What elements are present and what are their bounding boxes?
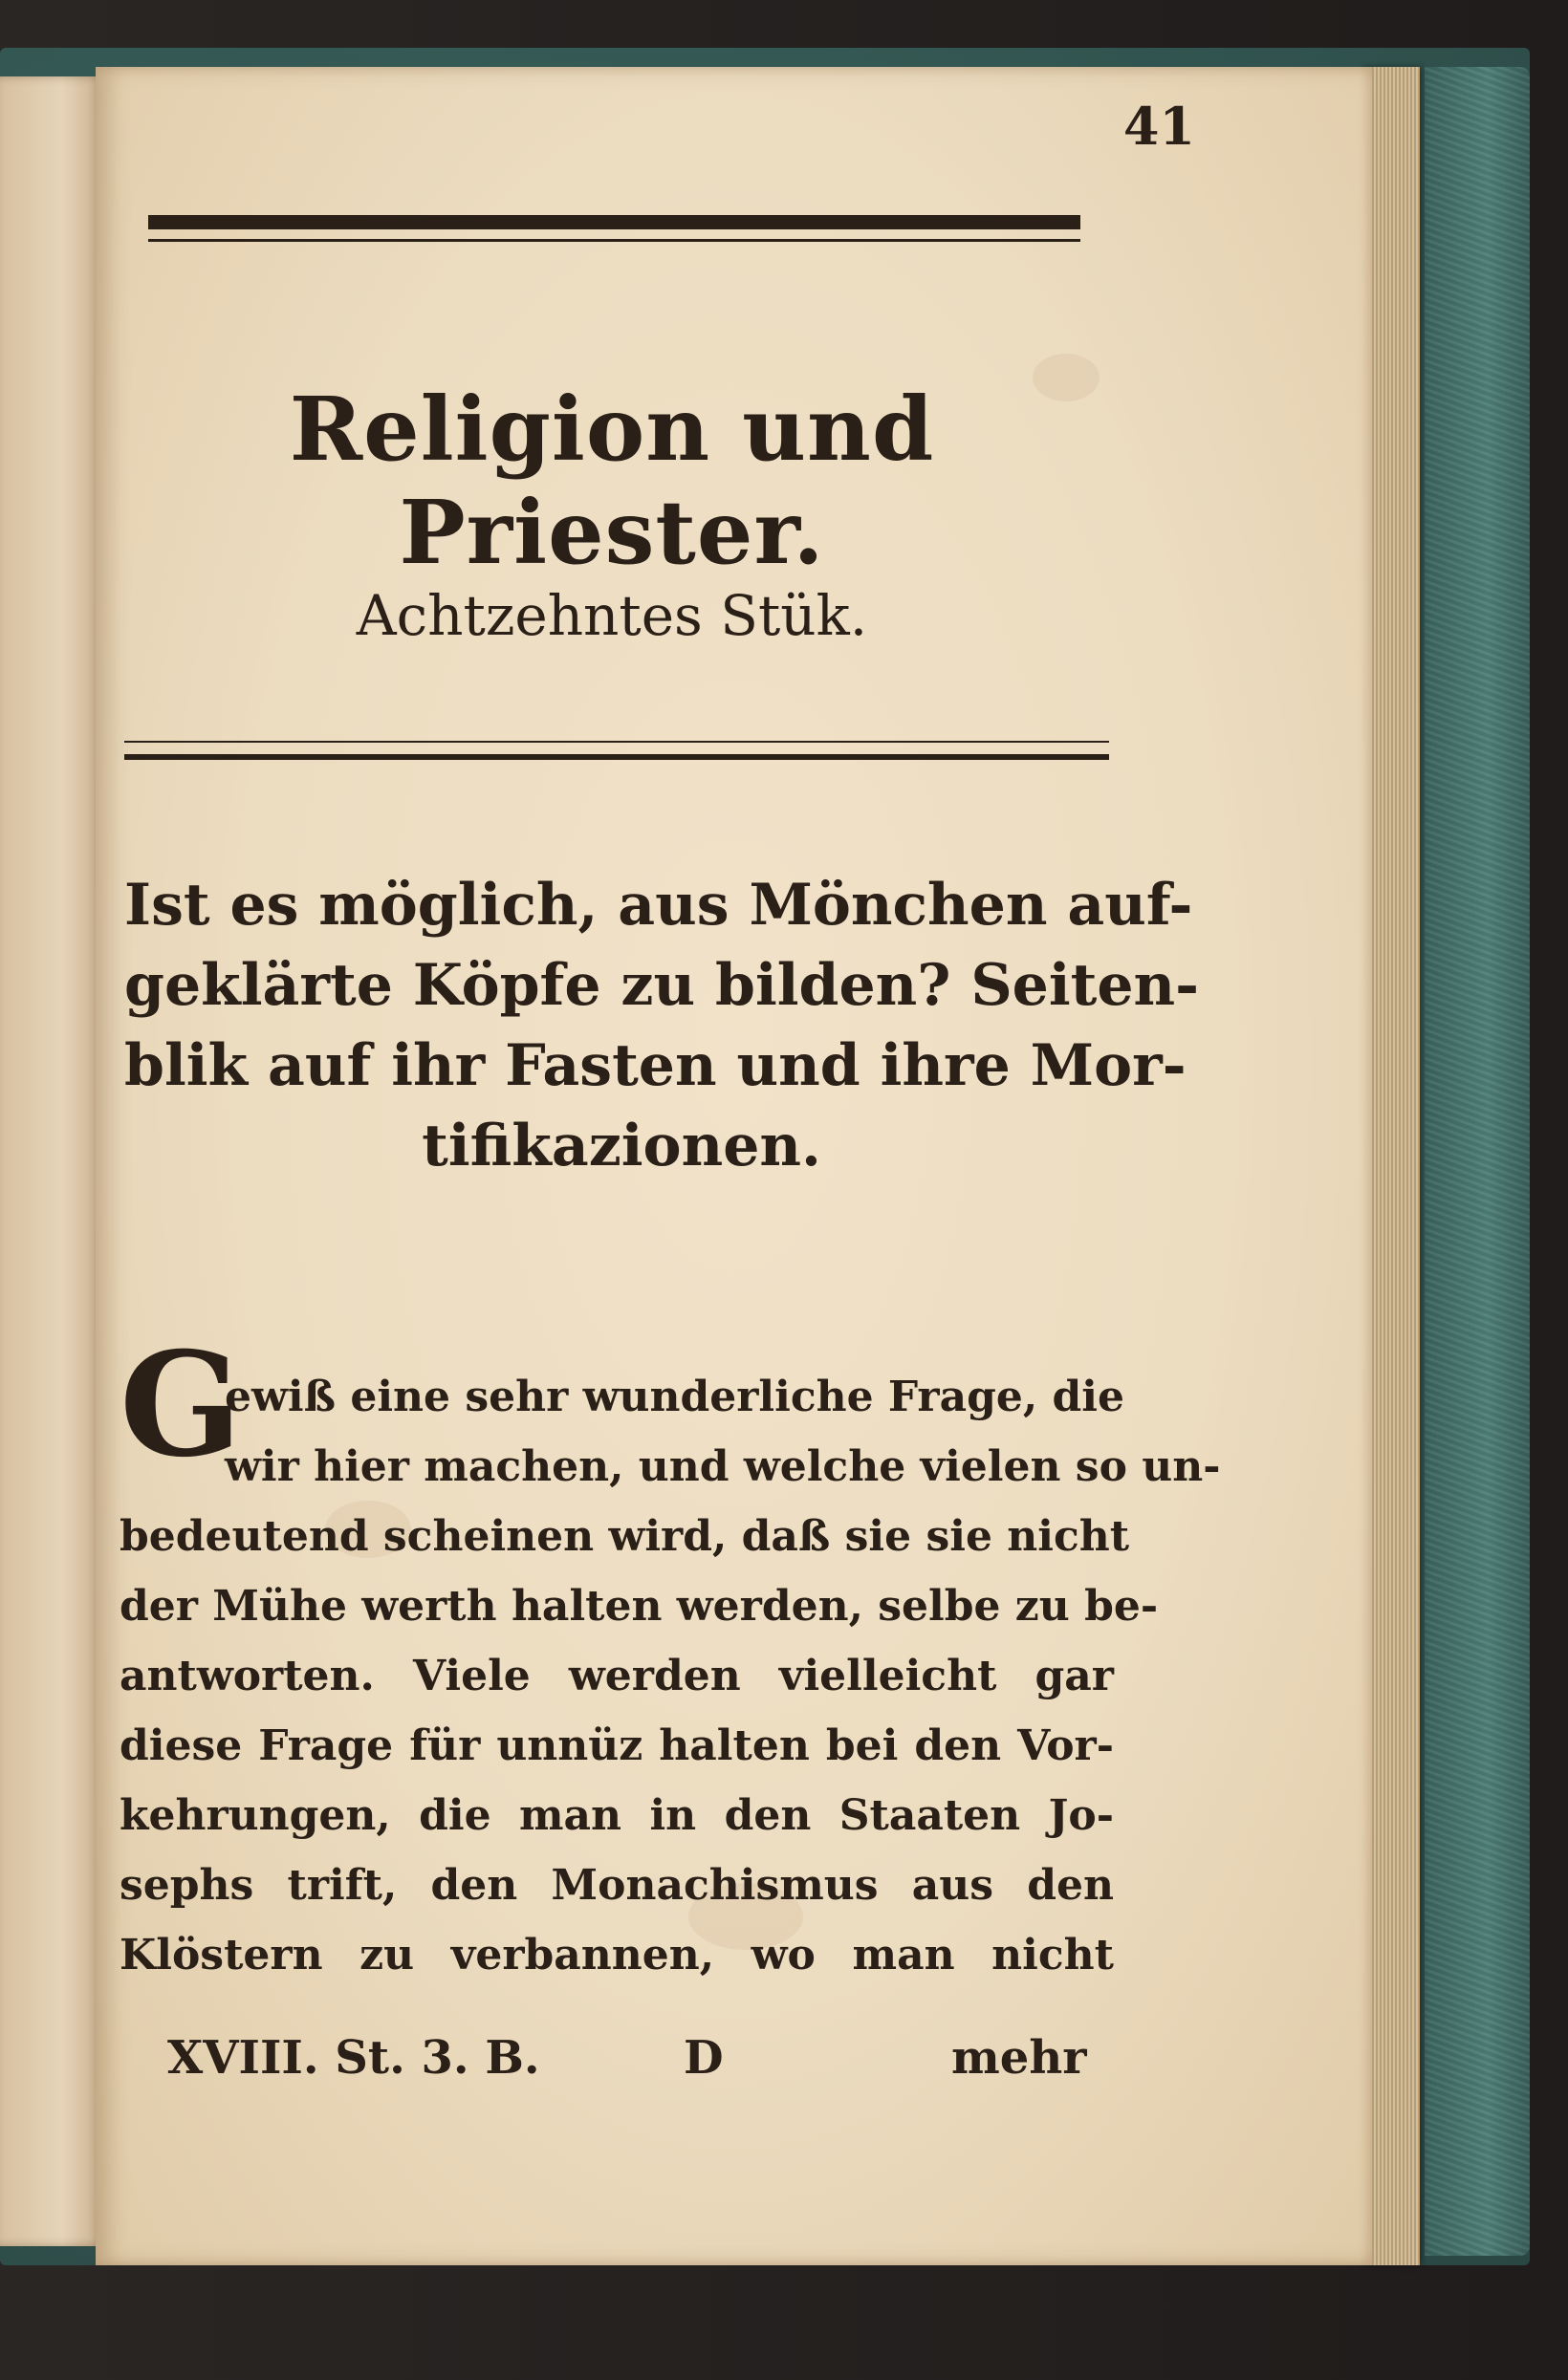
- page-footer: [167, 2031, 1123, 2098]
- body-line: diese Frage für unnüz halten bei den Vor-: [120, 1721, 1114, 1770]
- top-rule-thick: [148, 215, 1080, 229]
- body-line: antworten. Viele werden vielleicht gar: [120, 1652, 1114, 1700]
- body-line: der Mühe werth halten werden, selbe zu be-: [120, 1582, 1159, 1631]
- body-line: sephs trift, den Monachismus aus den: [120, 1861, 1114, 1910]
- middle-rule-thick: [124, 754, 1109, 760]
- drop-cap: G: [120, 1321, 243, 1489]
- body-line: wir hier machen, und welche vielen so un-: [225, 1442, 1221, 1491]
- body-line: Klöstern zu verbannen, wo man nicht: [120, 1931, 1114, 1980]
- page-title: Religion und Priester.: [289, 378, 935, 584]
- body-line: bedeutend scheinen wird, daß sie sie nicht: [120, 1512, 1130, 1561]
- catchword: mehr: [951, 2031, 1087, 2085]
- section-heading: [124, 865, 1200, 1186]
- page-subtitle: Achtzehntes Stük.: [356, 583, 868, 648]
- heading-line: geklärte Köpfe zu bilden? Seiten-: [124, 952, 1200, 1019]
- heading-line: blik auf ihr Fasten und ihre Mor-: [124, 1032, 1187, 1099]
- cover-edge: [1425, 67, 1530, 2256]
- middle-rule-thin: [124, 741, 1109, 743]
- top-rule-thin: [148, 239, 1080, 242]
- quire-mark: D: [684, 2031, 724, 2085]
- signature-mark: XVIII. St. 3. B.: [167, 2031, 540, 2085]
- body-line: kehrungen, die man in den Staaten Jo-: [120, 1791, 1114, 1840]
- body-line: ewiß eine sehr wunderliche Frage, die: [225, 1373, 1124, 1421]
- heading-line: Ist es möglich, aus Mönchen auf-: [124, 872, 1193, 939]
- heading-line: tifikazionen.: [422, 1113, 821, 1179]
- page-number: 41: [1122, 96, 1195, 157]
- body-text: [120, 1362, 1221, 1990]
- left-page-edge: [0, 76, 103, 2246]
